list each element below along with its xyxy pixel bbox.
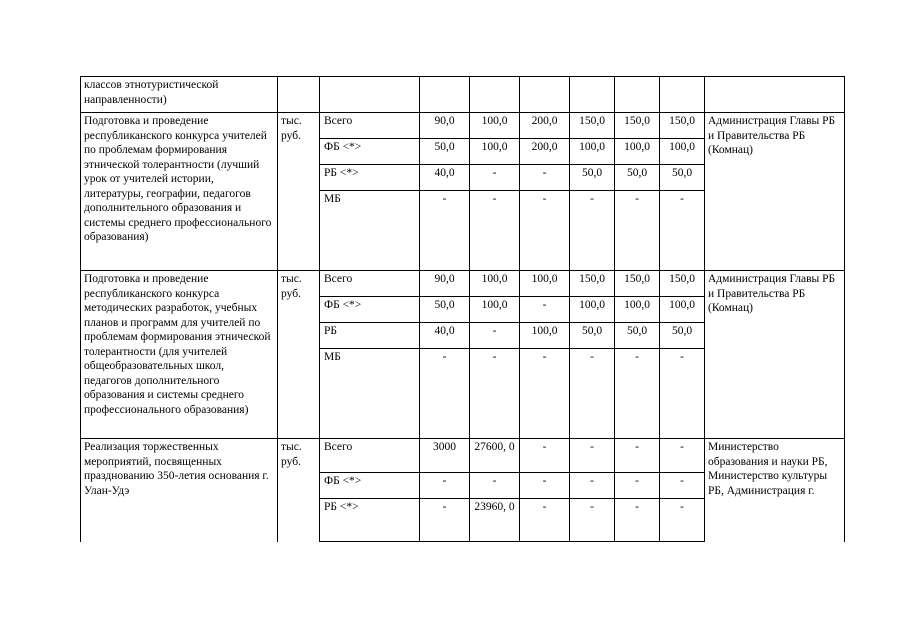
amount-cell: 200,0 <box>520 139 570 165</box>
amount-cell: 150,0 <box>570 113 615 139</box>
amount-cell: 50,0 <box>660 165 705 191</box>
amount-cell: 50,0 <box>570 165 615 191</box>
amount-cell: 50,0 <box>660 323 705 349</box>
table-row <box>81 271 845 297</box>
funding-source-cell: ФБ <*> <box>320 473 420 499</box>
event-cell: Подготовка и проведение республиканского конкурса учителей по проблемам формирования этнической толерантности (лучший урок от учителей истории, литературы, географии, педагогов дополнительного образования и системы среднего профессионального образования) <box>81 113 278 271</box>
amount-cell: 100,0 <box>615 297 660 323</box>
amount-cell: - <box>520 165 570 191</box>
amount-cell <box>520 77 570 113</box>
amount-cell: 50,0 <box>615 165 660 191</box>
amount-cell: - <box>570 349 615 439</box>
event-cell: Реализация торжественных мероприятий, посвященных празднованию 350-летия основания г. Улан-Удэ <box>81 439 278 542</box>
funding-source-cell: ФБ <*> <box>320 297 420 323</box>
table-body <box>81 77 845 542</box>
amount-cell: - <box>470 165 520 191</box>
executor-cell: Министерство образования и науки РБ, Министерство культуры РБ, Администрация г. <box>705 439 845 542</box>
amount-cell: - <box>660 473 705 499</box>
amount-cell: - <box>660 499 705 542</box>
amount-cell: - <box>520 499 570 542</box>
amount-cell: 100,0 <box>660 139 705 165</box>
amount-cell: - <box>420 473 470 499</box>
amount-cell: 100,0 <box>660 297 705 323</box>
amount-cell: - <box>470 191 520 271</box>
amount-cell: - <box>520 191 570 271</box>
amount-cell: - <box>660 349 705 439</box>
amount-cell: - <box>660 191 705 271</box>
amount-cell: 90,0 <box>420 113 470 139</box>
amount-cell: - <box>615 499 660 542</box>
amount-cell: - <box>570 191 615 271</box>
funding-source-cell: РБ <*> <box>320 499 420 542</box>
amount-cell: 50,0 <box>615 323 660 349</box>
amount-cell: - <box>420 191 470 271</box>
executor-cell <box>705 77 845 113</box>
amount-cell: - <box>520 349 570 439</box>
amount-cell: - <box>420 349 470 439</box>
amount-cell <box>570 77 615 113</box>
amount-cell: - <box>615 349 660 439</box>
amount-cell: 100,0 <box>470 271 520 297</box>
unit-cell: тыс. руб. <box>278 271 320 439</box>
budget-table <box>80 76 845 542</box>
unit-cell: тыс. руб. <box>278 439 320 542</box>
table-row <box>81 113 845 139</box>
funding-source-cell: Всего <box>320 113 420 139</box>
funding-source-cell: МБ <box>320 191 420 271</box>
amount-cell: 100,0 <box>470 113 520 139</box>
amount-cell: 100,0 <box>470 297 520 323</box>
amount-cell <box>660 77 705 113</box>
executor-cell: Администрация Главы РБ и Правительства РБ (Комнац) <box>705 271 845 439</box>
amount-cell: 100,0 <box>520 271 570 297</box>
unit-cell <box>278 77 320 113</box>
amount-cell <box>420 77 470 113</box>
amount-cell: - <box>615 439 660 473</box>
amount-cell: - <box>615 473 660 499</box>
unit-cell: тыс. руб. <box>278 113 320 271</box>
event-cell: Подготовка и проведение республиканского конкурса методических разработок, учебных планов и программ для учителей по проблемам формирования этнической толерантности (для учителей общеобразовательных школ, педагогов дополнительного образования и системы среднего профессионального образования) <box>81 271 278 439</box>
amount-cell: 150,0 <box>570 271 615 297</box>
funding-source-cell: ФБ <*> <box>320 139 420 165</box>
amount-cell: - <box>660 439 705 473</box>
amount-cell: 150,0 <box>660 113 705 139</box>
amount-cell: 40,0 <box>420 323 470 349</box>
amount-cell: 50,0 <box>420 297 470 323</box>
funding-source-cell: РБ <box>320 323 420 349</box>
funding-source-cell: Всего <box>320 271 420 297</box>
funding-source-cell: Всего <box>320 439 420 473</box>
amount-cell: - <box>570 439 615 473</box>
amount-cell: 50,0 <box>570 323 615 349</box>
amount-cell <box>615 77 660 113</box>
amount-cell: - <box>470 323 520 349</box>
amount-cell: 90,0 <box>420 271 470 297</box>
amount-cell: 100,0 <box>520 323 570 349</box>
amount-cell: - <box>470 349 520 439</box>
amount-cell: - <box>570 473 615 499</box>
amount-cell: - <box>520 473 570 499</box>
amount-cell: 100,0 <box>570 297 615 323</box>
amount-cell: 150,0 <box>615 113 660 139</box>
executor-cell: Администрация Главы РБ и Правительства РБ (Комнац) <box>705 113 845 271</box>
amount-cell: - <box>420 499 470 542</box>
funding-source-cell <box>320 77 420 113</box>
amount-cell: 40,0 <box>420 165 470 191</box>
event-cell: классов этнотуристической направленности) <box>81 77 278 113</box>
amount-cell: - <box>570 499 615 542</box>
amount-cell: - <box>520 439 570 473</box>
amount-cell: - <box>470 473 520 499</box>
amount-cell: 150,0 <box>615 271 660 297</box>
amount-cell: 3000 <box>420 439 470 473</box>
amount-cell: 50,0 <box>420 139 470 165</box>
amount-cell: - <box>520 297 570 323</box>
amount-cell: 200,0 <box>520 113 570 139</box>
amount-cell <box>470 77 520 113</box>
table-row <box>81 77 845 113</box>
amount-cell: 23960, 0 <box>470 499 520 542</box>
amount-cell: 150,0 <box>660 271 705 297</box>
amount-cell: 27600, 0 <box>470 439 520 473</box>
table-row <box>81 439 845 473</box>
amount-cell: 100,0 <box>570 139 615 165</box>
amount-cell: - <box>615 191 660 271</box>
funding-source-cell: МБ <box>320 349 420 439</box>
amount-cell: 100,0 <box>615 139 660 165</box>
funding-source-cell: РБ <*> <box>320 165 420 191</box>
amount-cell: 100,0 <box>470 139 520 165</box>
